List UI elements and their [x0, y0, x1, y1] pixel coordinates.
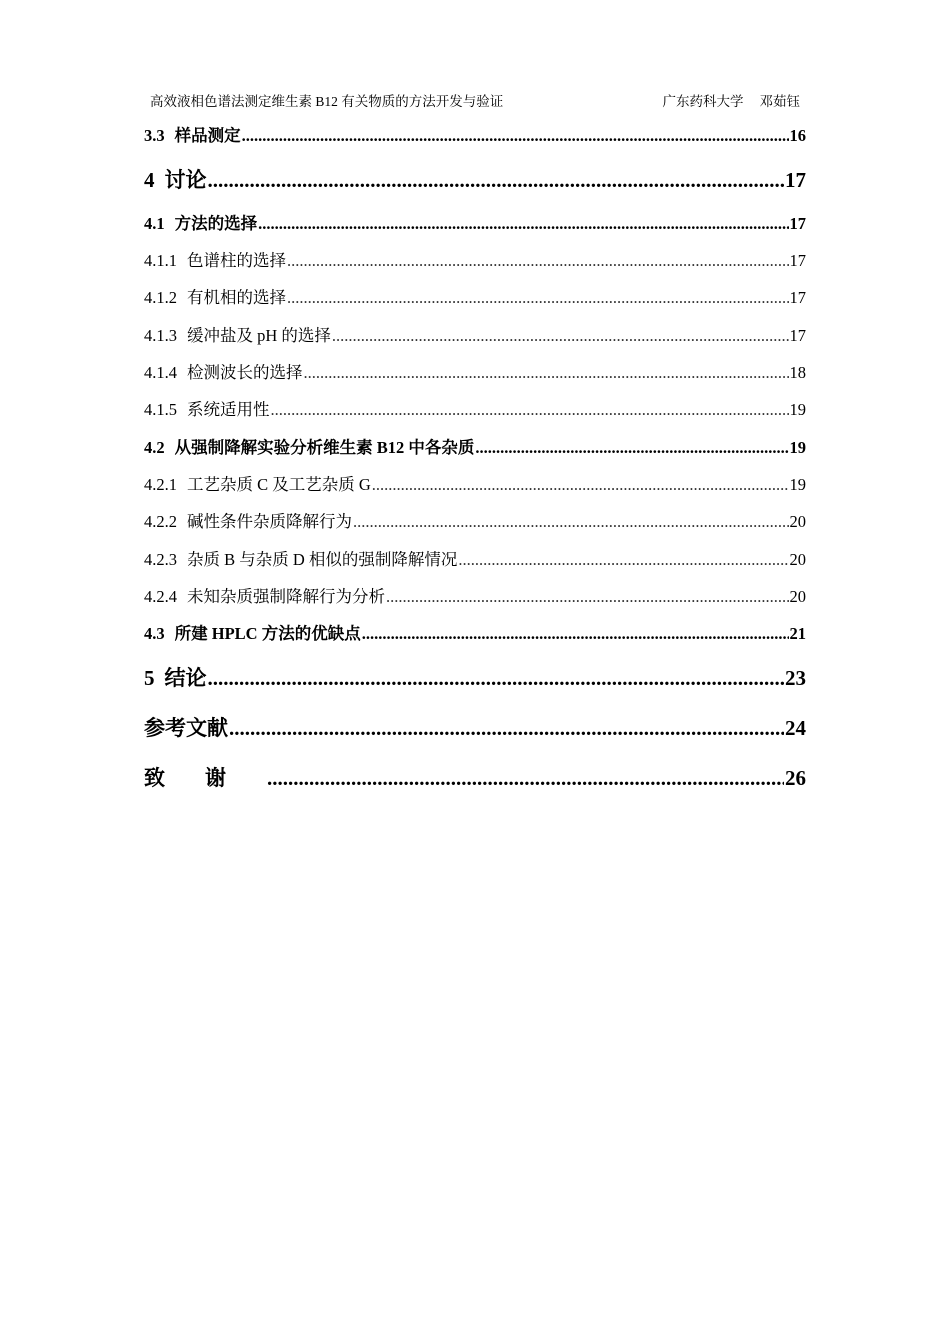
header-title: 高效液相色谱法测定维生素 B12 有关物质的方法开发与验证: [150, 94, 504, 109]
toc-entry-number: 4.2: [144, 438, 165, 457]
toc-entry-page: 21: [789, 624, 806, 643]
dot-leader: [475, 438, 788, 458]
toc-entry-title: 未知杂质强制降解行为分析: [187, 587, 385, 606]
toc-entry-number: 5: [144, 666, 155, 690]
toc-entry-page: 20: [789, 587, 806, 606]
dot-leader: [271, 400, 789, 420]
toc-entry-page: 18: [789, 363, 806, 382]
toc-entry-title: 检测波长的选择: [187, 363, 303, 382]
dot-leader: [287, 251, 789, 271]
running-header: [150, 92, 800, 112]
toc-entry-title: 讨论: [164, 168, 207, 192]
toc-entry[interactable]: [144, 712, 806, 740]
toc-entry-number: 4.1.1: [144, 251, 177, 270]
dot-leader: [267, 766, 784, 791]
dot-leader: [353, 512, 789, 532]
toc-entry-page: 17: [789, 288, 806, 307]
toc-entry[interactable]: [144, 762, 806, 790]
toc-entry[interactable]: [144, 662, 806, 690]
toc-entry-page: 20: [789, 512, 806, 531]
dot-leader: [362, 624, 789, 644]
toc-entry-number: 4.3: [144, 624, 165, 643]
toc-entry-number: 4.2.1: [144, 475, 177, 494]
toc-entry-title: 致谢: [144, 766, 266, 790]
dot-leader: [287, 288, 789, 308]
toc-entry-page: 17: [785, 168, 806, 192]
dot-leader: [208, 666, 785, 691]
toc-entry-title: 系统适用性: [187, 400, 270, 419]
toc-entry-number: 4.1.2: [144, 288, 177, 307]
header-affiliation: [663, 92, 801, 112]
toc-entry-title: 所建 HPLC 方法的优缺点: [174, 624, 361, 643]
toc-entry[interactable]: [144, 508, 806, 530]
toc-entry-page: 19: [789, 475, 806, 494]
dot-leader: [229, 716, 784, 741]
toc-entry-page: 19: [789, 438, 806, 457]
toc-entry-title: 色谱柱的选择: [187, 251, 286, 270]
toc-entry-number: 4.1.4: [144, 363, 177, 382]
dot-leader: [258, 214, 788, 234]
toc-entry-number: 4.1: [144, 214, 165, 233]
toc-entry-page: 23: [785, 666, 806, 690]
toc-entry[interactable]: [144, 434, 806, 456]
toc-entry[interactable]: [144, 620, 806, 642]
toc-entry-page: 17: [789, 326, 806, 345]
toc-entry-page: 20: [789, 550, 806, 569]
toc-entry-page: 19: [789, 400, 806, 419]
toc-entry-title: 杂质 B 与杂质 D 相似的强制降解情况: [187, 550, 458, 569]
toc-entry[interactable]: [144, 247, 806, 269]
toc-entry-page: 17: [789, 214, 806, 233]
toc-entry-number: 4.1.3: [144, 326, 177, 345]
toc-entry-page: 17: [789, 251, 806, 270]
toc-entry[interactable]: [144, 546, 806, 568]
toc-entry-page: 16: [789, 126, 806, 145]
toc-entry[interactable]: [144, 284, 806, 306]
dot-leader: [208, 168, 785, 193]
toc-entry-number: 4: [144, 168, 155, 192]
toc-entry[interactable]: [144, 164, 806, 192]
toc-entry-title: 工艺杂质 C 及工艺杂质 G: [187, 475, 371, 494]
toc-entry-number: 4.2.2: [144, 512, 177, 531]
toc-entry[interactable]: [144, 471, 806, 493]
header-university: 广东药科大学: [662, 94, 744, 109]
toc-entry-title: 有机相的选择: [187, 288, 286, 307]
toc-entry-number: 3.3: [144, 126, 165, 145]
toc-entry[interactable]: [144, 359, 806, 381]
toc-entry-title: 结论: [164, 666, 207, 690]
toc-entry-title: 碱性条件杂质降解行为: [187, 512, 352, 531]
toc-entry-title: 从强制降解实验分析维生素 B12 中各杂质: [174, 438, 475, 457]
toc-entry-number: 4.1.5: [144, 400, 177, 419]
header-author: 邓茹钰: [759, 94, 800, 109]
dot-leader: [242, 126, 789, 146]
toc-entry-page: 24: [785, 716, 806, 740]
dot-leader: [458, 550, 788, 570]
toc-entry-number: 4.2.3: [144, 550, 177, 569]
dot-leader: [372, 475, 789, 495]
dot-leader: [332, 326, 789, 346]
toc-entry-title: 缓冲盐及 pH 的选择: [187, 326, 331, 345]
dot-leader: [386, 587, 789, 607]
toc-entry-title: 方法的选择: [174, 214, 258, 233]
toc-entry[interactable]: [144, 396, 806, 418]
toc-entry-number: 4.2.4: [144, 587, 177, 606]
toc-entry-title: 参考文献: [144, 716, 228, 740]
dot-leader: [304, 363, 789, 383]
toc-entry-page: 26: [785, 766, 806, 790]
toc-entry[interactable]: [144, 583, 806, 605]
toc-entry[interactable]: [144, 122, 806, 144]
toc-entry[interactable]: [144, 210, 806, 232]
toc-entry[interactable]: [144, 322, 806, 344]
toc-entry-title: 样品测定: [174, 126, 241, 145]
